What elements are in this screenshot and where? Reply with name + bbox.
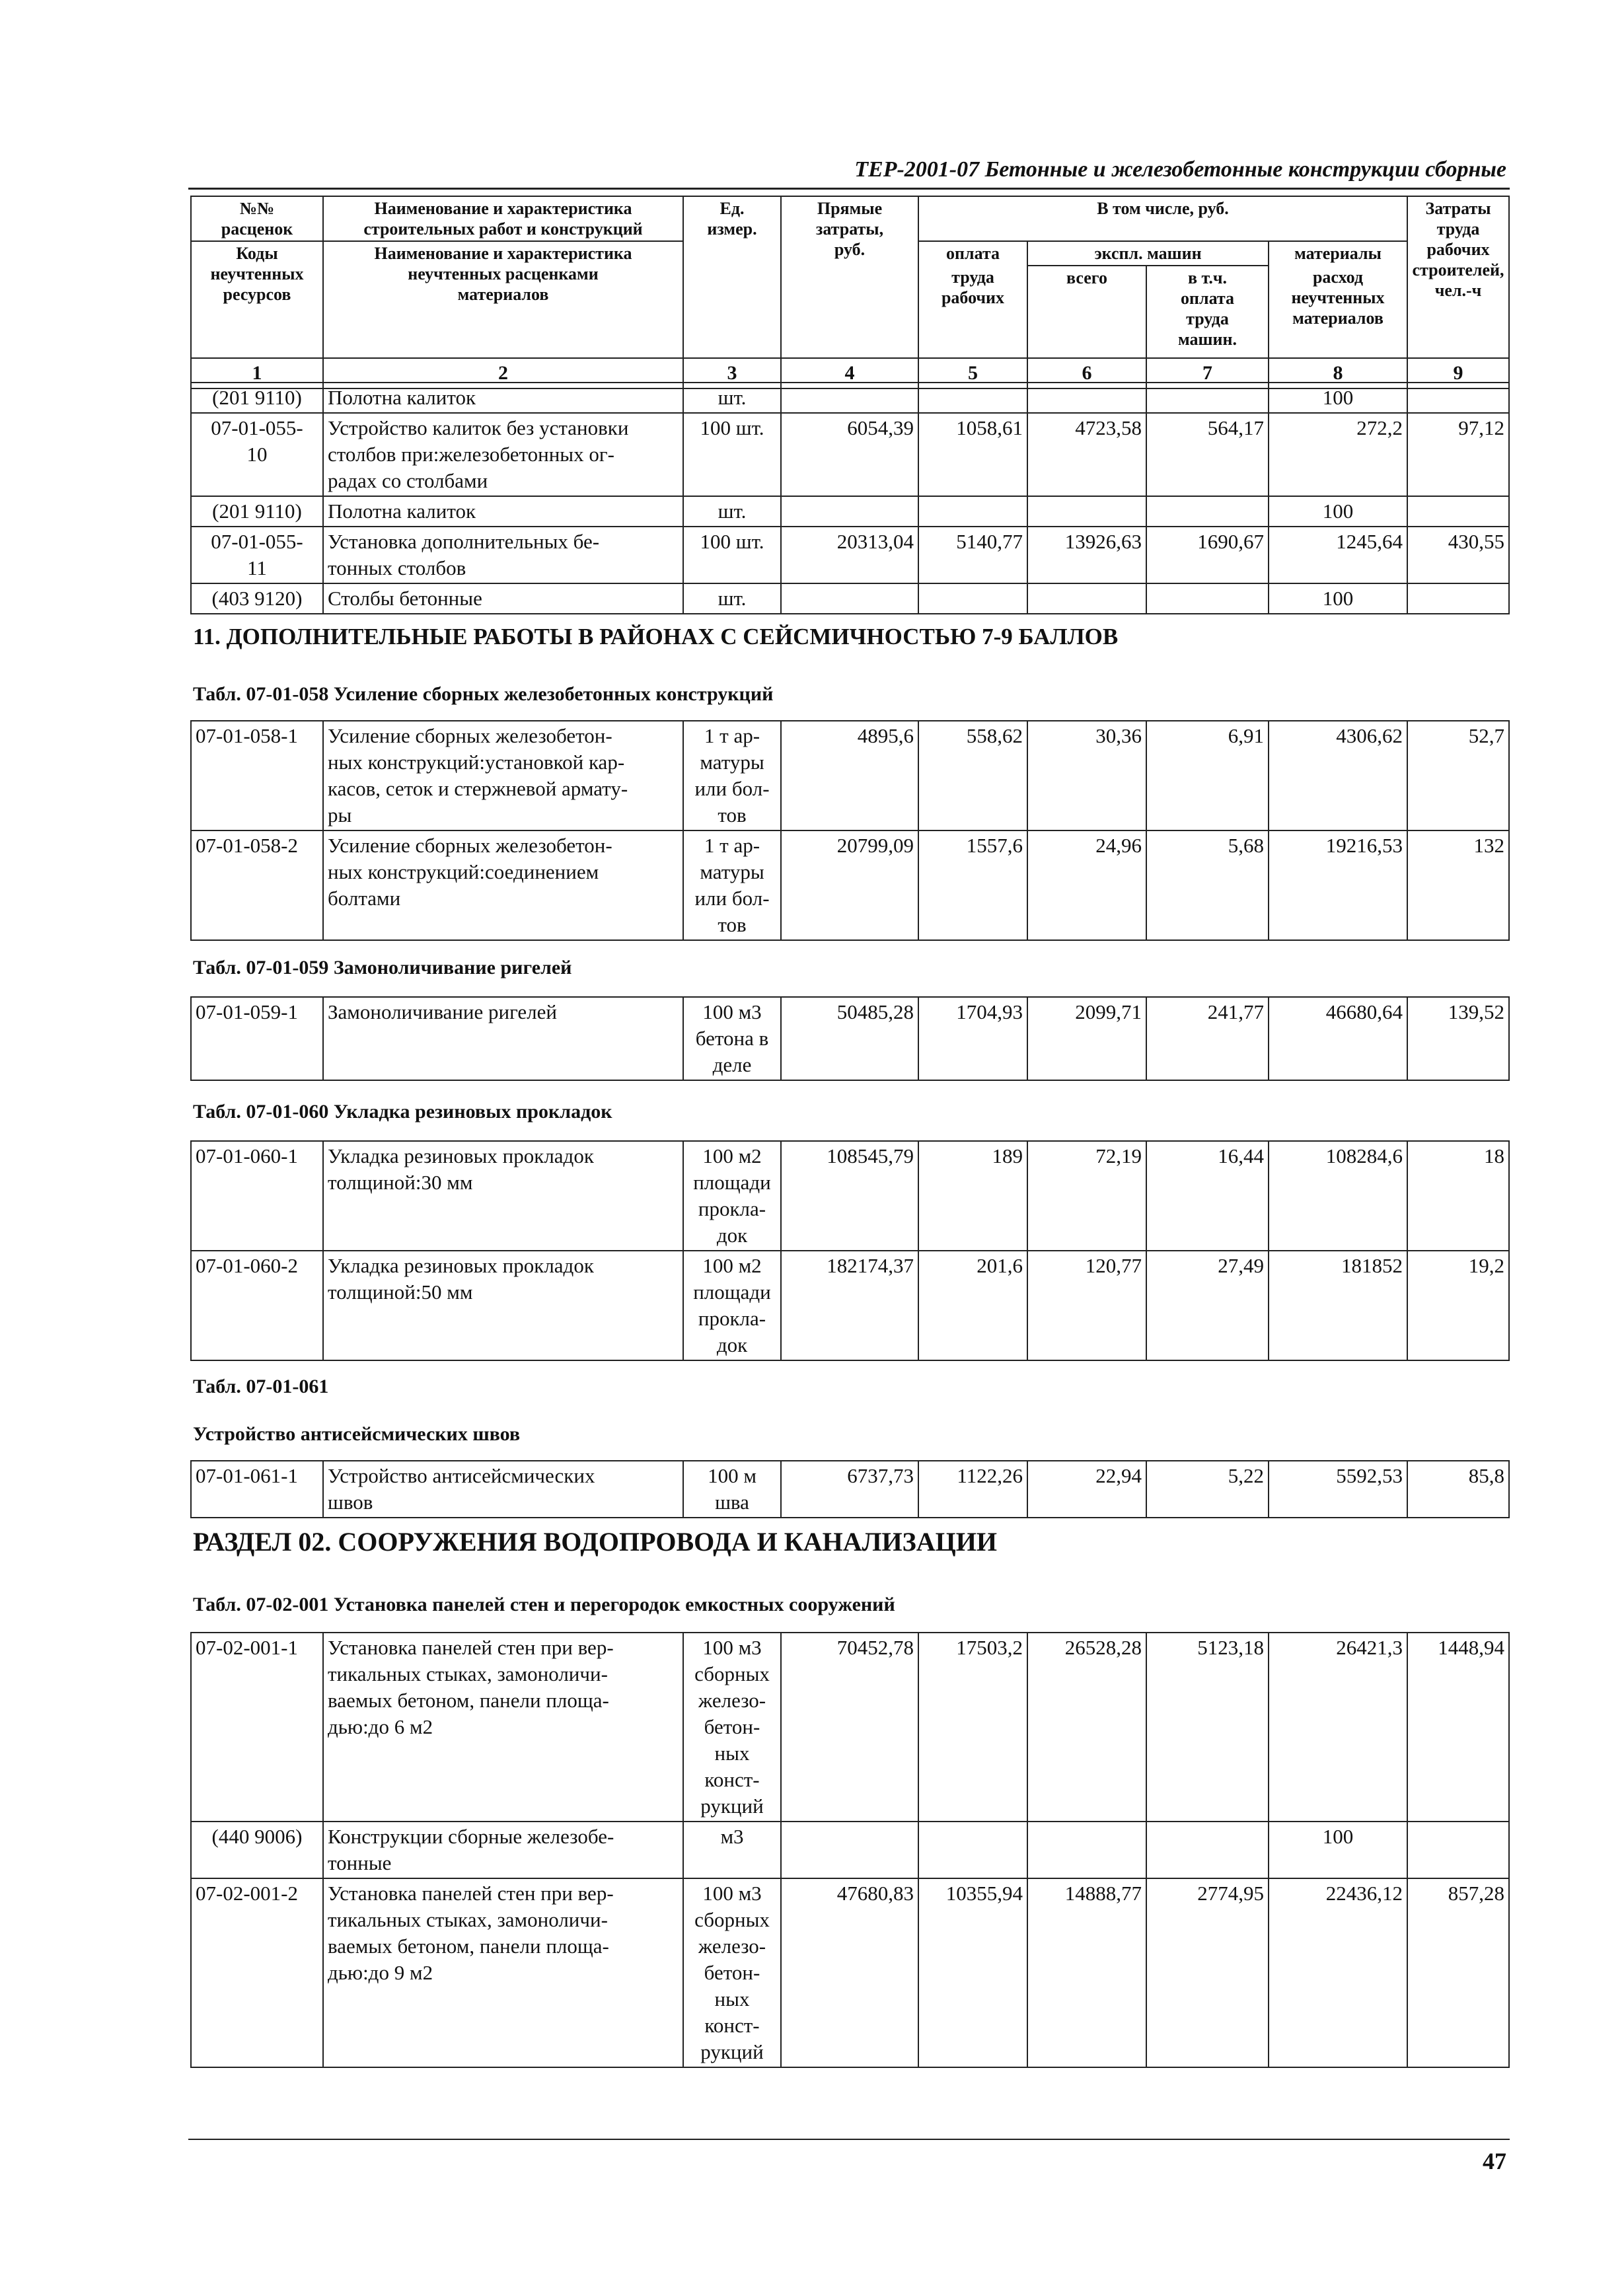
work-name: Усиление сборных железобетон- ных конструкций:соединением болтами xyxy=(323,830,683,940)
unit: м3 xyxy=(683,1822,781,1878)
labor-pay: 1058,61 xyxy=(918,413,1027,496)
machine-total: 24,96 xyxy=(1027,830,1146,940)
header-num: 9 xyxy=(1407,358,1509,388)
machine-total: 4723,58 xyxy=(1027,413,1146,496)
rate-code: 07-01-060-2 xyxy=(191,1251,323,1360)
labor-pay: 1704,93 xyxy=(918,997,1027,1080)
table-row xyxy=(191,1461,1509,1518)
work-name: Устройство антисейсмических швов xyxy=(323,1461,683,1518)
table-07-02-001 xyxy=(190,1632,1510,2068)
rate-code: 07-01-055- 11 xyxy=(191,527,323,583)
direct-cost: 20799,09 xyxy=(781,830,918,940)
work-name: Усиление сборных железобетон- ных конструкций:установкой кар- касов, сеток и стержневой армату- ры xyxy=(323,721,683,830)
materials: 181852 xyxy=(1269,1251,1407,1360)
header-col7: в т.ч. оплата труда машин. xyxy=(1146,266,1269,358)
header-col5-lower: труда рабочих xyxy=(918,266,1027,358)
material-rate: 100 xyxy=(1269,583,1407,614)
header-num: 1 xyxy=(191,358,323,388)
machine-labor: 5123,18 xyxy=(1146,1633,1269,1822)
machine-labor: 16,44 xyxy=(1146,1141,1269,1251)
labor-hours: 132 xyxy=(1407,830,1509,940)
labor-hours: 97,12 xyxy=(1407,413,1509,496)
rate-code: 07-02-001-2 xyxy=(191,1878,323,2067)
rate-code: 07-01-061-1 xyxy=(191,1461,323,1518)
unit: 100 м2 площади прокла- док xyxy=(683,1141,781,1251)
labor-pay: 201,6 xyxy=(918,1251,1027,1360)
machine-total: 26528,28 xyxy=(1027,1633,1146,1822)
machine-total: 72,19 xyxy=(1027,1141,1146,1251)
header-mach: экспл. машин xyxy=(1027,241,1269,266)
labor-pay: 10355,94 xyxy=(918,1878,1027,2067)
unit: шт. xyxy=(683,383,781,413)
unit: 100 м шва xyxy=(683,1461,781,1518)
rate-code: 07-01-058-1 xyxy=(191,721,323,830)
unit: 100 м3 сборных железо- бетон- ных конст- рукций xyxy=(683,1878,781,2067)
work-name: Установка дополнительных бе- тонных столбов xyxy=(323,527,683,583)
section-heading: РАЗДЕЛ 02. СООРУЖЕНИЯ ВОДОПРОВОДА И КАНАЛИЗАЦИИ xyxy=(193,1527,997,1557)
labor-hours: 52,7 xyxy=(1407,721,1509,830)
labor-pay: 17503,2 xyxy=(918,1633,1027,1822)
section-heading: 11. ДОПОЛНИТЕЛЬНЫЕ РАБОТЫ В РАЙОНАХ С СЕЙСМИЧНОСТЬЮ 7-9 БАЛЛОВ xyxy=(193,624,1119,649)
table-07-01-058 xyxy=(190,720,1510,941)
unit: 100 шт. xyxy=(683,413,781,496)
table-07-01-055 xyxy=(190,382,1510,614)
header-col8: материалы xyxy=(1269,241,1407,266)
direct-cost: 108545,79 xyxy=(781,1141,918,1251)
machine-labor: 5,22 xyxy=(1146,1461,1269,1518)
header-col2: Наименование и характеристика строительных работ и конструкций xyxy=(323,196,683,241)
header-col4: Прямые затраты, руб. xyxy=(781,196,918,358)
direct-cost: 182174,37 xyxy=(781,1251,918,1360)
page-number: 47 xyxy=(1483,2148,1506,2174)
resource-code: (201 9110) xyxy=(191,383,323,413)
header-num: 6 xyxy=(1027,358,1146,388)
table-07-01-059 xyxy=(190,996,1510,1081)
table-caption: Устройство антисейсмических швов xyxy=(193,1423,521,1445)
table-row xyxy=(191,1878,1509,2067)
materials: 1245,64 xyxy=(1269,527,1407,583)
resource-name: Столбы бетонные xyxy=(323,583,683,614)
header-num: 2 xyxy=(323,358,683,388)
table-row xyxy=(191,413,1509,496)
running-header: ТЕР-2001-07 Бетонные и железобетонные конструкции сборные xyxy=(854,157,1506,182)
rate-code: 07-01-059-1 xyxy=(191,997,323,1080)
labor-hours: 139,52 xyxy=(1407,997,1509,1080)
header-num: 7 xyxy=(1146,358,1269,388)
header-group: В том числе, руб. xyxy=(918,196,1407,241)
table-row xyxy=(191,1822,1509,1878)
header-num: 3 xyxy=(683,358,781,388)
unit: 100 м2 площади прокла- док xyxy=(683,1251,781,1360)
rate-code: 07-02-001-1 xyxy=(191,1633,323,1822)
header-col1: №№ расценок xyxy=(191,196,323,241)
header-col1-lower: Коды неучтенных ресурсов xyxy=(191,241,323,358)
materials: 22436,12 xyxy=(1269,1878,1407,2067)
table-caption: Табл. 07-02-001 Установка панелей стен и перегородок емкостных сооружений xyxy=(193,1594,895,1615)
rate-code: 07-01-060-1 xyxy=(191,1141,323,1251)
direct-cost: 47680,83 xyxy=(781,1878,918,2067)
materials: 272,2 xyxy=(1269,413,1407,496)
direct-cost: 70452,78 xyxy=(781,1633,918,1822)
direct-cost: 6737,73 xyxy=(781,1461,918,1518)
materials: 4306,62 xyxy=(1269,721,1407,830)
table-row xyxy=(191,830,1509,940)
work-name: Установка панелей стен при вер- тикальных стыках, замоноличи- ваемых бетоном, панели площа- дью:до 6 м2 xyxy=(323,1633,683,1822)
work-name: Установка панелей стен при вер- тикальных стыках, замоноличи- ваемых бетоном, панели площа- дью:до 9 м2 xyxy=(323,1878,683,2067)
labor-pay: 558,62 xyxy=(918,721,1027,830)
material-rate: 100 xyxy=(1269,1822,1407,1878)
table-row xyxy=(191,1141,1509,1251)
materials: 19216,53 xyxy=(1269,830,1407,940)
table-row xyxy=(191,496,1509,527)
machine-labor: 5,68 xyxy=(1146,830,1269,940)
material-rate: 100 xyxy=(1269,383,1407,413)
unit: 1 т ар- матуры или бол- тов xyxy=(683,830,781,940)
unit: 100 м3 сборных железо- бетон- ных конст- рукций xyxy=(683,1633,781,1822)
header-col3: Ед. измер. xyxy=(683,196,781,358)
table-row xyxy=(191,1251,1509,1360)
table-row xyxy=(191,1633,1509,1822)
table-caption: Табл. 07-01-058 Усиление сборных железобетонных конструкций xyxy=(193,683,774,705)
materials: 108284,6 xyxy=(1269,1141,1407,1251)
labor-pay: 189 xyxy=(918,1141,1027,1251)
unit: 1 т ар- матуры или бол- тов xyxy=(683,721,781,830)
table-caption: Табл. 07-01-059 Замоноличивание ригелей xyxy=(193,957,572,978)
table-caption: Табл. 07-01-060 Укладка резиновых прокладок xyxy=(193,1101,612,1123)
direct-cost: 4895,6 xyxy=(781,721,918,830)
table-row xyxy=(191,721,1509,830)
footer-rule xyxy=(188,2139,1510,2140)
header-num: 8 xyxy=(1269,358,1407,388)
table-row xyxy=(191,997,1509,1080)
resource-code: (201 9110) xyxy=(191,496,323,527)
table-07-01-060 xyxy=(190,1140,1510,1361)
machine-total: 14888,77 xyxy=(1027,1878,1146,2067)
unit: шт. xyxy=(683,496,781,527)
table-row xyxy=(191,527,1509,583)
direct-cost: 50485,28 xyxy=(781,997,918,1080)
labor-pay: 5140,77 xyxy=(918,527,1027,583)
resource-name: Конструкции сборные железобе- тонные xyxy=(323,1822,683,1878)
work-name: Устройство калиток без установки столбов при:железобетонных ог- радах со столбами xyxy=(323,413,683,496)
material-rate: 100 xyxy=(1269,496,1407,527)
labor-hours: 85,8 xyxy=(1407,1461,1509,1518)
table-row xyxy=(191,583,1509,614)
resource-name: Полотна калиток xyxy=(323,496,683,527)
header-rule xyxy=(188,188,1510,190)
resource-code: (403 9120) xyxy=(191,583,323,614)
table-row xyxy=(191,383,1509,413)
work-name: Замоноличивание ригелей xyxy=(323,997,683,1080)
work-name: Укладка резиновых прокладок толщиной:30 мм xyxy=(323,1141,683,1251)
rate-code: 07-01-058-2 xyxy=(191,830,323,940)
unit: 100 м3 бетона в деле xyxy=(683,997,781,1080)
direct-cost: 6054,39 xyxy=(781,413,918,496)
header-col2-lower: Наименование и характеристика неучтенных расценками материалов xyxy=(323,241,683,358)
header-col9: Затраты труда рабочих строителей, чел.-ч xyxy=(1407,196,1509,358)
unit: шт. xyxy=(683,583,781,614)
machine-labor: 2774,95 xyxy=(1146,1878,1269,2067)
resource-name: Полотна калиток xyxy=(323,383,683,413)
work-name: Укладка резиновых прокладок толщиной:50 мм xyxy=(323,1251,683,1360)
direct-cost: 20313,04 xyxy=(781,527,918,583)
header-num: 4 xyxy=(781,358,918,388)
header-col6: всего xyxy=(1027,266,1146,358)
header-col5: оплата xyxy=(918,241,1027,266)
machine-labor: 1690,67 xyxy=(1146,527,1269,583)
labor-hours: 857,28 xyxy=(1407,1878,1509,2067)
labor-pay: 1557,6 xyxy=(918,830,1027,940)
rate-code: 07-01-055- 10 xyxy=(191,413,323,496)
machine-total: 120,77 xyxy=(1027,1251,1146,1360)
machine-total: 30,36 xyxy=(1027,721,1146,830)
machine-total: 13926,63 xyxy=(1027,527,1146,583)
labor-hours: 430,55 xyxy=(1407,527,1509,583)
materials: 26421,3 xyxy=(1269,1633,1407,1822)
unit: 100 шт. xyxy=(683,527,781,583)
column-header-table xyxy=(190,196,1510,389)
machine-total: 22,94 xyxy=(1027,1461,1146,1518)
table-07-01-061 xyxy=(190,1460,1510,1518)
machine-labor: 6,91 xyxy=(1146,721,1269,830)
machine-labor: 241,77 xyxy=(1146,997,1269,1080)
resource-code: (440 9006) xyxy=(191,1822,323,1878)
machine-total: 2099,71 xyxy=(1027,997,1146,1080)
labor-hours: 18 xyxy=(1407,1141,1509,1251)
header-num: 5 xyxy=(918,358,1027,388)
machine-labor: 564,17 xyxy=(1146,413,1269,496)
labor-hours: 19,2 xyxy=(1407,1251,1509,1360)
materials: 46680,64 xyxy=(1269,997,1407,1080)
labor-pay: 1122,26 xyxy=(918,1461,1027,1518)
labor-hours: 1448,94 xyxy=(1407,1633,1509,1822)
table-caption: Табл. 07-01-061 xyxy=(193,1376,329,1397)
machine-labor: 27,49 xyxy=(1146,1251,1269,1360)
materials: 5592,53 xyxy=(1269,1461,1407,1518)
header-col8-lower: расход неучтенных материалов xyxy=(1269,266,1407,358)
